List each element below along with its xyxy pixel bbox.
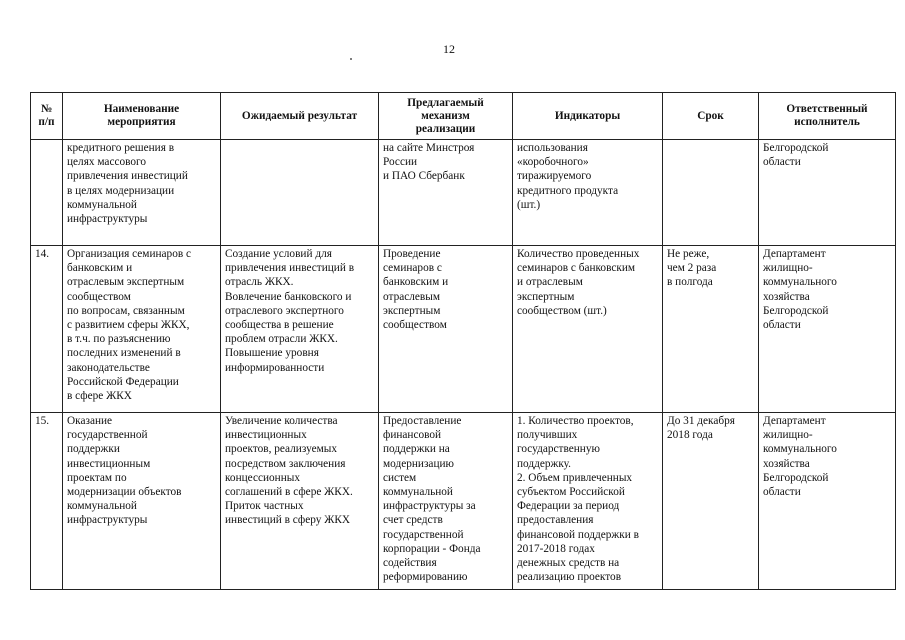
text-line: поддержку. — [517, 457, 572, 470]
text-line: и ПАО Сбербанк — [383, 170, 465, 183]
text-line: сообществом — [67, 290, 131, 303]
header-indicators — [513, 93, 663, 140]
text-line: области — [763, 319, 801, 332]
text-line: Белгородской — [763, 471, 829, 484]
cell-result — [221, 140, 379, 246]
text-line: Белгородской — [763, 142, 829, 154]
text-line: коммунального — [763, 276, 837, 289]
text-line: сообществом — [383, 319, 447, 332]
text-line: финансовой поддержки в — [517, 528, 639, 541]
text-line: соглашений в сфере ЖКХ. — [225, 486, 353, 499]
text-line: инвестиций в сферу ЖКХ — [225, 514, 351, 527]
text-line: содействия — [383, 557, 437, 570]
text-line: Ожидаемый результат — [241, 109, 358, 122]
cell-indicators — [513, 413, 663, 590]
text-line: (шт.) — [517, 198, 541, 211]
text-line: Приток частных — [225, 500, 304, 513]
text-line: привлечения инвестиций — [67, 170, 188, 183]
text-line: отраслевым — [383, 290, 440, 303]
text-line: реализации — [415, 122, 476, 135]
text-line: 2018 года — [667, 429, 713, 442]
text-line: последних изменений в — [67, 347, 181, 360]
text-line: законодательстве — [67, 361, 150, 374]
cell-responsible — [759, 413, 896, 590]
text-line: Ответственный — [786, 103, 868, 115]
cell-indicators — [513, 140, 663, 246]
text-line: Проведение — [383, 248, 441, 260]
text-line: Создание условий для — [225, 248, 332, 260]
action-plan-table — [30, 92, 896, 590]
text-line: тиражируемого — [517, 170, 592, 183]
cell-term — [663, 140, 759, 246]
table-row-15 — [31, 413, 896, 590]
text-line: банковским и — [383, 276, 449, 289]
text-line: экспертным — [383, 304, 441, 317]
cell-num: 14. — [31, 246, 63, 413]
cell-result — [221, 246, 379, 413]
cell-mechanism — [379, 140, 513, 246]
text-line: Предлагаемый — [407, 96, 484, 109]
text-line: хозяйства — [763, 290, 810, 303]
cell-indicators — [513, 246, 663, 413]
text-line: отраслевым экспертным — [67, 276, 185, 289]
text-line: получивших — [517, 429, 578, 442]
header-name — [63, 93, 221, 140]
table-row-14 — [31, 246, 896, 413]
text-line: России — [383, 156, 418, 169]
text-line: сообщества в решение — [225, 319, 334, 332]
text-line: проектам по — [67, 471, 127, 484]
text-line: мероприятия — [107, 116, 176, 128]
text-line: семинаров с — [383, 262, 442, 275]
table-row-continued — [31, 140, 896, 246]
text-line: денежных средств на — [517, 557, 620, 570]
text-line: жилищно- — [763, 262, 813, 275]
text-line: коммунальной — [67, 500, 137, 513]
text-line: на сайте Минстроя — [383, 142, 475, 154]
cell-responsible — [759, 140, 896, 246]
text-line: Вовлечение банковского и — [225, 290, 352, 303]
text-line: семинаров с банковским — [517, 262, 636, 275]
text-line: сообществом (шт.) — [517, 304, 607, 317]
text-line: 2017-2018 годах — [517, 542, 595, 555]
text-line: отраслевого экспертного — [225, 304, 344, 317]
text-line: Не реже, — [667, 248, 710, 260]
cell-mechanism — [379, 246, 513, 413]
text-line: посредством заключения — [225, 457, 346, 470]
text-line: исполнитель — [794, 116, 860, 128]
text-line: Федерации за период — [517, 500, 620, 513]
text-line: «коробочного» — [517, 156, 589, 169]
text-line: Белгородской — [763, 304, 829, 317]
text-line: Срок — [697, 109, 724, 122]
text-line: чем 2 раза — [667, 262, 717, 275]
text-line: кредитного продукта — [517, 184, 619, 197]
header-mechanism — [379, 93, 513, 140]
text-line: проектов, реализуемых — [225, 443, 337, 456]
text-line: проблем отрасли ЖКХ. — [225, 333, 338, 346]
cell-name — [63, 246, 221, 413]
text-line: инвестиционным — [67, 457, 151, 470]
text-line: инвестиционных — [225, 429, 307, 442]
text-line: области — [763, 156, 801, 169]
text-line: До 31 декабря — [667, 415, 735, 427]
text-line: в полгода — [667, 276, 713, 289]
text-line: информированности — [225, 361, 325, 374]
text-line: экспертным — [517, 290, 575, 303]
text-line: государственной — [67, 429, 148, 442]
text-line: п/п — [38, 116, 55, 128]
text-line: систем — [383, 471, 417, 484]
cell-name — [63, 140, 221, 246]
header-term — [663, 93, 759, 140]
text-line: в сфере ЖКХ — [67, 390, 132, 403]
cell-num: 15. — [31, 413, 63, 590]
text-line: корпорации - Фонда — [383, 542, 481, 555]
text-line: № — [40, 103, 53, 115]
text-line: Оказание — [67, 415, 113, 427]
text-line: государственной — [383, 528, 464, 541]
text-line: целях массового — [67, 156, 147, 169]
text-line: с развитием сферы ЖКХ, — [67, 319, 190, 332]
text-line: отрасль ЖКХ. — [225, 276, 294, 289]
text-line: и отраслевым — [517, 276, 583, 289]
text-line: предоставления — [517, 514, 594, 527]
text-line: Повышение уровня — [225, 347, 319, 360]
header-responsible — [759, 93, 896, 140]
text-line: модернизации объектов — [67, 486, 182, 499]
text-line: Организация семинаров с — [67, 248, 192, 260]
cell-name — [63, 413, 221, 590]
header-num — [31, 93, 63, 140]
text-line: модернизацию — [383, 457, 454, 470]
text-line: Предоставление — [383, 415, 462, 427]
text-line: поддержки — [67, 443, 120, 456]
text-line: механизм — [421, 109, 470, 122]
table-header-row — [31, 93, 896, 140]
text-line: концессионных — [225, 471, 301, 484]
page-number: 12 — [443, 42, 455, 56]
cell-term — [663, 246, 759, 413]
text-line: хозяйства — [763, 457, 810, 470]
cell-result — [221, 413, 379, 590]
text-line: коммунальной — [383, 486, 453, 499]
text-line: счет средств — [383, 514, 443, 527]
text-line: инфраструктуры — [67, 213, 148, 226]
text-line: банковским и — [67, 262, 133, 275]
text-line: Департамент — [763, 415, 826, 427]
text-line: поддержки на — [383, 443, 450, 456]
text-line: кредитного решения в — [67, 142, 175, 154]
scan-speck — [350, 58, 352, 60]
text-line: по вопросам, связанным — [67, 304, 185, 317]
cell-term — [663, 413, 759, 590]
text-line: финансовой — [383, 429, 442, 442]
text-line: в т.ч. по разъяснению — [67, 333, 171, 346]
text-line: коммунального — [763, 443, 837, 456]
text-line: в целях модернизации — [67, 184, 175, 197]
cell-responsible — [759, 246, 896, 413]
text-line: реализацию проектов — [517, 571, 622, 584]
text-line: Наименование — [103, 103, 180, 115]
text-line: коммунальной — [67, 198, 137, 211]
text-line: государственную — [517, 443, 600, 456]
text-line: Количество проведенных — [517, 248, 640, 260]
text-line: Увеличение количества — [225, 415, 338, 427]
cell-mechanism — [379, 413, 513, 590]
cell-num — [31, 140, 63, 246]
text-line: 2. Объем привлеченных — [517, 471, 633, 484]
text-line: Российской Федерации — [67, 375, 179, 388]
text-line: использования — [517, 142, 588, 154]
text-line: области — [763, 486, 801, 499]
text-line: Департамент — [763, 248, 826, 260]
text-line: инфраструктуры за — [383, 500, 476, 513]
text-line: инфраструктуры — [67, 514, 148, 527]
text-line: субъектом Российской — [517, 486, 625, 499]
text-line: реформированию — [383, 571, 468, 584]
header-result — [221, 93, 379, 140]
text-line: 1. Количество проектов, — [517, 415, 634, 427]
text-line: жилищно- — [763, 429, 813, 442]
text-line: Индикаторы — [554, 109, 621, 122]
text-line: привлечения инвестиций в — [225, 262, 355, 275]
